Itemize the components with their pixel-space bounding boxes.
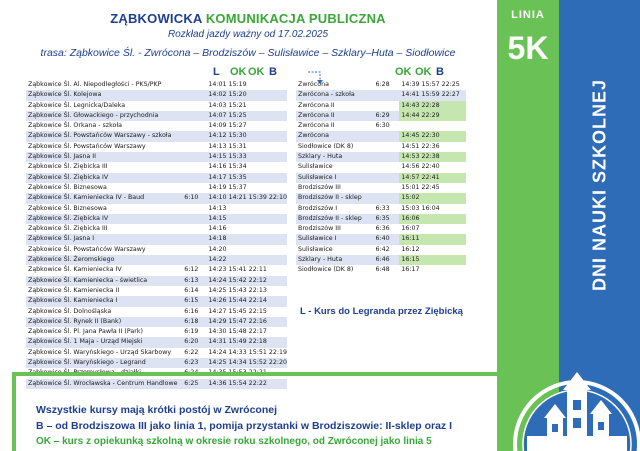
left-table-row — [26, 286, 287, 296]
left-table-stop-name: Ząbkowice Śl. Kamieniecka II — [28, 286, 120, 294]
left-table-row — [26, 111, 287, 121]
right-table-times-c2: 14:56 22:40 — [401, 163, 440, 171]
left-table-stop-name: Ząbkowice Śl. Kolejowa — [26, 90, 182, 100]
left-table-row — [26, 214, 287, 224]
left-table-times-c1 — [182, 111, 206, 121]
left-timetable — [26, 80, 287, 389]
right-table-stop-name: Szklary - Huta — [296, 152, 373, 162]
right-table-times-c1 — [373, 173, 399, 183]
left-table-times-c2: 14:36 15:54 22:22 — [206, 379, 287, 389]
left-table-times-c2: 14:07 15:25 — [206, 111, 287, 121]
right-table-times-c2: 14:57 22:41 — [399, 173, 466, 183]
left-table-row — [26, 307, 287, 317]
left-table-times-c2: 14:17 15:35 — [206, 173, 287, 183]
right-table-stop-name: Zwrócona II — [298, 101, 335, 109]
right-table-row — [296, 101, 466, 111]
right-table-stop-name: Brodziszów III — [298, 225, 341, 233]
left-table-row — [26, 317, 287, 327]
right-table-row — [296, 204, 466, 214]
left-table-stop-name: Ząbkowice Śl. Dolnośląska — [28, 307, 112, 315]
left-table-times-c1 — [182, 204, 206, 214]
footer-note-1: Wszystkie kursy mają krótki postój w Zwróconej — [36, 404, 277, 416]
right-table-row — [296, 183, 466, 193]
left-table-times-c1 — [182, 131, 206, 141]
left-table-stop-name: Ząbkowice Śl. Waryńskiego - Legrand — [26, 358, 182, 368]
left-table-stop-name: Ząbkowice Śl. Ziębicka III — [28, 225, 108, 233]
left-table-stop-name: Ząbkowice Śl. Ziębicka III — [28, 163, 108, 171]
left-table-times-c2: 14:26 15:44 22:14 — [206, 296, 287, 306]
right-table-row — [296, 162, 466, 172]
left-table-times-c1 — [182, 224, 206, 234]
left-table-times-c2: 14:01 15:19 — [208, 81, 247, 88]
left-table-times-c1 — [182, 80, 206, 90]
left-table-times-c1: 6:24 — [184, 369, 199, 377]
right-timetable — [296, 80, 466, 276]
left-table-times-c2: 14:18 — [206, 234, 287, 244]
left-table-stop-name: Ząbkowice Śl. Ziębicka IV — [26, 173, 182, 183]
left-table-row — [26, 193, 287, 203]
left-table-times-c1 — [182, 101, 206, 111]
left-table-row — [26, 162, 287, 172]
left-table-times-c2: 14:13 — [208, 204, 227, 212]
left-table-times-c2: 14:20 — [208, 245, 227, 253]
left-table-times-c1: 6:16 — [184, 307, 199, 315]
right-table-times-c1 — [373, 142, 399, 152]
left-table-times-c2: 14:24 15:42 22:12 — [206, 276, 287, 286]
school-days-vertical-label: DNI NAUKI SZKOLNEJ — [589, 78, 610, 292]
left-table-times-c2: 14:25 14:34 15:52 22:20 — [206, 358, 287, 368]
left-table-stop-name: Ząbkowice Śl. Jasna I — [26, 234, 182, 244]
right-table-times-c1 — [373, 193, 399, 203]
left-table-times-c1 — [182, 245, 206, 255]
left-table-times-c1 — [182, 255, 206, 265]
left-table-times-c2: 14:24 14:33 15:51 22:19 — [208, 348, 287, 356]
left-table-stop-name: Ząbkowice Śl. Kamieniecka IV - Baud — [26, 193, 182, 203]
right-table-times-c1: 6:48 — [375, 266, 390, 274]
right-table-row — [296, 193, 466, 203]
left-table-times-c2: 14:35 15:53 22:21 — [208, 369, 267, 377]
right-table-times-c2: 14:51 22:36 — [401, 142, 440, 150]
right-table-stop-name: Brodziszów II - sklep — [296, 193, 373, 203]
left-table-stop-name: Ząbkowice Śl. Orkana - szkoła — [28, 122, 123, 130]
left-table-times-c1 — [182, 90, 206, 100]
left-table-stop-name: Ząbkowice Śl. Biznesowa — [28, 183, 107, 191]
footer-note-3: OK – kurs z opiekunką szkolną w okresie roku szkolnego, od Zwróconej jako linia 5 — [36, 436, 432, 447]
left-table-times-c2: 14:09 15:27 — [208, 122, 247, 130]
left-table-stop-name: Ząbkowice Śl. Rynek II (Bank) — [26, 317, 182, 327]
left-table-times-c2: 14:15 — [206, 214, 287, 224]
right-table-row — [296, 131, 466, 141]
left-table-times-c1: 6:12 — [184, 266, 199, 274]
left-table-row — [26, 142, 287, 152]
left-table-times-c1 — [182, 173, 206, 183]
left-col-header-b: B — [269, 66, 277, 78]
left-table-stop-name: Ząbkowice Śl. Pl. Jana Pawła II (Park) — [28, 328, 143, 336]
right-table-row — [296, 245, 466, 255]
right-table-times-c1 — [373, 131, 399, 141]
left-table-times-c2: 14:27 15:45 22:15 — [208, 307, 267, 315]
left-table-stop-name: Ząbkowice Śl. Kamieniecka IV — [28, 266, 122, 274]
left-table-times-c1: 6:13 — [182, 276, 206, 286]
right-table-row — [296, 214, 466, 224]
left-table-times-c2: 14:10 14:21 15:39 22:10 — [206, 193, 287, 203]
right-table-times-c2: 16:11 — [399, 234, 466, 244]
right-table-times-c1: 6:36 — [375, 225, 390, 233]
right-table-times-c1: 6:28 — [375, 81, 390, 88]
left-table-stop-name: Ząbkowice Śl. Jasna II — [26, 152, 182, 162]
left-table-times-c1: 6:20 — [182, 337, 206, 347]
left-table-times-c1 — [182, 142, 206, 152]
right-table-stop-name: Sulisławice I — [296, 173, 373, 183]
right-table-times-c1: 6:35 — [373, 214, 399, 224]
left-table-times-c1 — [182, 162, 206, 172]
left-table-times-c1 — [182, 214, 206, 224]
right-table-times-c2: 14:39 15:57 22:25 — [401, 81, 460, 88]
line-number: 5K — [507, 30, 549, 66]
left-table-times-c1: 6:23 — [182, 358, 206, 368]
left-table-times-c1: 6:22 — [184, 348, 199, 356]
right-table-stop-name: Brodziszów III — [298, 183, 341, 191]
left-table-row — [26, 255, 287, 265]
left-table-times-c2: 14:19 15:37 — [208, 183, 247, 191]
left-table-times-c2: 14:03 15:21 — [208, 101, 247, 109]
route-description: trasa: Ząbkowice Śl. - Zwrócona – Brodziszów – Sulisławice – Szklary–Huta – Siodłowice — [40, 47, 456, 59]
right-table-times-c2: 16:17 — [401, 266, 420, 274]
right-table-stop-name: Zwrócona II — [298, 122, 335, 130]
left-table-stop-name: Ząbkowice Śl. 1 Maja - Urząd Miejski — [26, 337, 182, 347]
right-table-times-c2: 15:01 22:45 — [401, 183, 440, 191]
right-table-times-c2: 14:43 22:28 — [399, 101, 466, 111]
left-table-times-c2: 14:31 15:49 22:18 — [206, 337, 287, 347]
left-table-row — [26, 90, 287, 100]
left-table-row — [26, 183, 287, 193]
left-table-row — [26, 337, 287, 347]
right-table-row — [296, 255, 466, 265]
left-table-stop-name: Ząbkowice Śl. Legnicka/Daleka — [28, 101, 126, 109]
right-table-times-c1: 6:40 — [373, 234, 399, 244]
right-table-stop-name: Sulisławice — [298, 163, 333, 171]
right-table-times-c2 — [399, 121, 466, 131]
left-table-times-c2: 14:16 — [208, 225, 227, 233]
left-table-row — [26, 152, 287, 162]
left-table-stop-name: Ząbkowice Śl. Al. Niepodległości - PKS/PKP — [28, 81, 162, 88]
left-table-row — [26, 296, 287, 306]
left-table-stop-name: Ząbkowice Śl. Kamieniecka I — [26, 296, 182, 306]
left-table-stop-name: Ząbkowice Śl. Żeromskiego — [26, 255, 182, 265]
right-table-row — [296, 265, 466, 275]
left-table-times-c1 — [182, 121, 206, 131]
right-col-header-ok1: OK — [395, 66, 412, 78]
left-table-times-c1: 6:15 — [182, 296, 206, 306]
left-table-times-c1: 6:19 — [184, 328, 199, 336]
left-table-times-c1: 6:18 — [182, 317, 206, 327]
footer-note-2: B – od Brodziszowa III jako linia 1, pomija przystanki w Brodziszowie: II-sklep oraz I — [36, 420, 453, 432]
right-table-row — [296, 111, 466, 121]
validity-subtitle: Rozkład jazdy ważny od 17.02.2025 — [167, 29, 329, 40]
left-col-header-l: L — [213, 66, 220, 78]
right-table-row — [296, 80, 466, 90]
left-table-stop-name: Ząbkowice Śl. Powstańców Warszawy — [28, 245, 146, 253]
title-city: ZĄBKOWICKA — [110, 11, 203, 26]
left-table-stop-name: Ząbkowice Śl. Powstańców Warszawy — [28, 142, 146, 150]
right-table-stop-name: Brodziszów I — [298, 204, 338, 212]
left-table-stop-name: Ząbkowice Śl. Ziębicka IV — [26, 214, 182, 224]
left-table-times-c2: 14:13 15:31 — [208, 142, 247, 150]
right-table-times-c2: 16:06 — [399, 214, 466, 224]
left-col-header-ok1: OK — [230, 66, 247, 78]
left-table-times-c2: 14:12 15:30 — [206, 131, 287, 141]
left-table-times-c2: 14:15 15:33 — [206, 152, 287, 162]
left-table-stop-name: Ząbkowice Śl. Wrocławska - Centrum Handlowe — [26, 379, 182, 389]
left-table-times-c2: 14:30 15:48 22:17 — [208, 328, 267, 336]
right-table-row — [296, 90, 466, 100]
right-table-times-c2: 16:07 — [401, 225, 420, 233]
left-table-times-c1 — [182, 234, 206, 244]
right-table-times-c1: 6:29 — [373, 111, 399, 121]
right-table-row — [296, 224, 466, 234]
right-table-times-c2: 14:53 22:38 — [399, 152, 466, 162]
left-table-times-c1: 6:14 — [184, 286, 199, 294]
left-table-stop-name: Ząbkowice Śl. Kamieniecka - świetlica — [26, 276, 182, 286]
right-table-row — [296, 173, 466, 183]
left-table-times-c1: 6:10 — [182, 193, 206, 203]
linia-label: LINIA — [511, 9, 545, 21]
left-table-stop-name: Ząbkowice Śl. Biznesowa — [28, 204, 107, 212]
right-table-times-c1 — [373, 183, 399, 193]
right-table-stop-name: Siodłowice (DK 8) — [298, 142, 354, 150]
right-table-stop-name: Sulisławice — [298, 245, 333, 253]
left-table-row — [26, 131, 287, 141]
left-table-times-c1 — [182, 152, 206, 162]
left-table-stop-name: Ząbkowice Śl. Głowackiego - przychodnia — [26, 111, 182, 121]
left-table-row — [26, 245, 287, 255]
right-table-times-c1 — [373, 152, 399, 162]
left-table-times-c1 — [182, 183, 206, 193]
left-table-times-c1: 6:25 — [182, 379, 206, 389]
right-table-row — [296, 121, 466, 131]
left-table-stop-name: Ząbkowice Śl. Waryńskiego - Urząd Skarbowy — [28, 348, 172, 356]
right-table-times-c2: 16:12 — [401, 245, 420, 253]
town-tower-logo-icon — [497, 366, 640, 451]
right-table-times-c2: 14:45 22:30 — [399, 131, 466, 141]
right-table-stop-name: Sulisławice I — [296, 234, 373, 244]
left-table-row — [26, 224, 287, 234]
page-title — [0, 11, 496, 26]
left-table-stop-name: Ząbkowice Śl. Powstańców Warszawy - szkoła — [26, 131, 182, 141]
left-table-row — [26, 173, 287, 183]
left-table-times-c2: 14:25 15:43 22:13 — [208, 286, 267, 294]
left-table-row — [26, 80, 287, 90]
right-col-header-b: B — [436, 66, 444, 78]
right-table-times-c2: 15:03 16:04 — [401, 204, 440, 212]
right-table-times-c1: 6:30 — [375, 122, 390, 130]
left-table-row — [26, 327, 287, 337]
right-table-stop-name: Szklary - Huta — [296, 255, 373, 265]
right-table-times-c1 — [373, 162, 399, 172]
left-table-stop-name: Ząbkowice Śl. Przemysłowa - działki — [28, 369, 142, 377]
left-table-times-c2: 14:22 — [206, 255, 287, 265]
right-table-times-c2: 14:44 22:29 — [399, 111, 466, 121]
left-table-row — [26, 265, 287, 275]
left-table-times-c2: 14:02 15:20 — [206, 90, 287, 100]
right-table-stop-name: Zwrócona — [298, 81, 329, 88]
right-table-times-c1: 6:46 — [373, 255, 399, 265]
right-table-times-c1: 6:42 — [375, 245, 390, 253]
right-table-stop-name: Siodłowice (DK 8) — [298, 266, 354, 274]
left-table-times-c2: 14:23 15:41 22:11 — [208, 266, 267, 274]
right-table-times-c2: 15:02 — [399, 193, 466, 203]
left-col-header-ok2: OK — [248, 66, 265, 78]
right-table-stop-name: Brodziszów II - sklep — [296, 214, 373, 224]
left-table-row — [26, 234, 287, 244]
right-table-stop-name: Zwrócona — [296, 131, 373, 141]
legend-l-note: L - Kurs do Legranda przez Ziębicką — [300, 306, 463, 317]
right-table-stop-name: Zwrócona - szkoła — [296, 90, 373, 100]
right-table-row — [296, 234, 466, 244]
right-table-row — [296, 142, 466, 152]
left-table-row — [26, 101, 287, 111]
right-table-stop-name: Zwrócona II — [296, 111, 373, 121]
left-table-times-c2: 14:29 15:47 22:16 — [206, 317, 287, 327]
right-table-times-c2: 16:15 — [399, 255, 466, 265]
right-table-times-c1 — [373, 101, 399, 111]
right-table-times-c1: 6:33 — [375, 204, 390, 212]
left-table-row — [26, 348, 287, 358]
title-brand: KOMUNIKACJA PUBLICZNA — [205, 11, 386, 26]
right-table-times-c2: 14:41 15:59 22:27 — [399, 90, 466, 100]
left-table-row — [26, 121, 287, 131]
right-col-header-ok2: OK — [415, 66, 432, 78]
left-table-times-c2: 14:16 15:34 — [208, 163, 247, 171]
left-table-row — [26, 276, 287, 286]
left-table-row — [26, 204, 287, 214]
right-table-times-c1 — [373, 90, 399, 100]
left-table-row — [26, 358, 287, 368]
right-table-row — [296, 152, 466, 162]
